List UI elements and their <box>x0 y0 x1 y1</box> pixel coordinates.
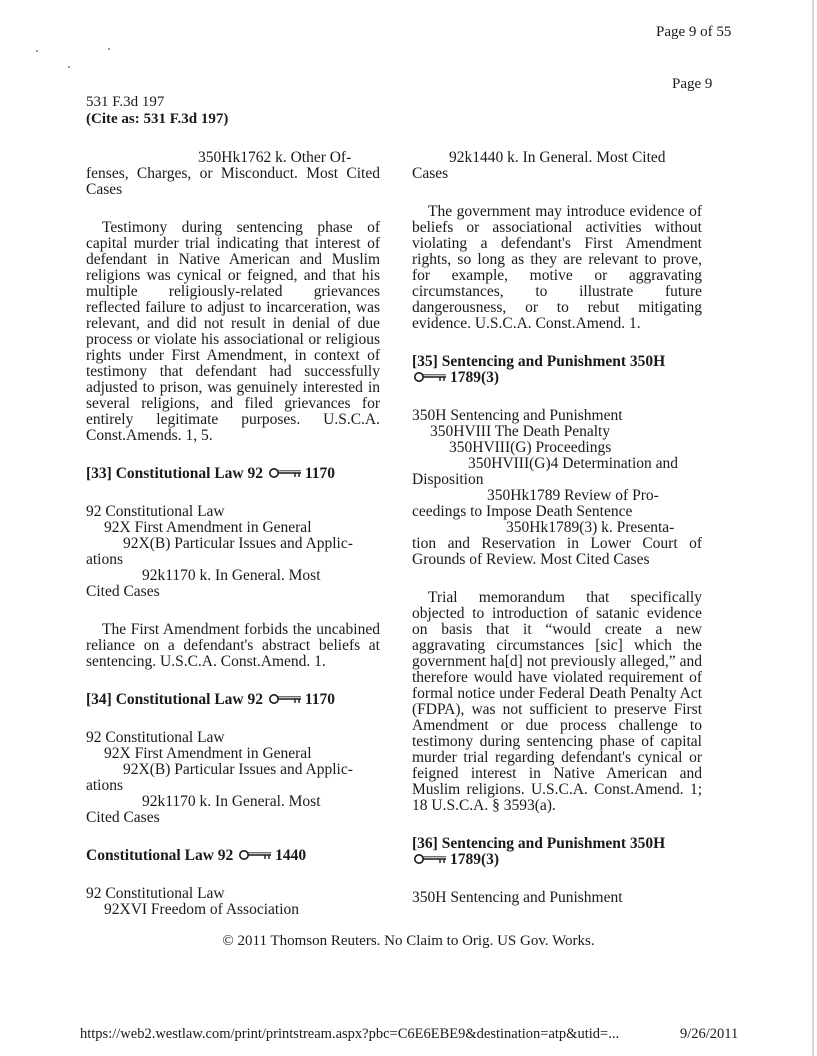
right-top-line2: Cases <box>412 165 449 182</box>
scan-speck <box>108 48 110 50</box>
citation-volume: 531 F.3d 197 <box>86 94 165 110</box>
headnote-34-issue-cont: ations <box>86 777 124 794</box>
headnote-35-heading <box>412 354 702 386</box>
right-paragraph-2: Trial memorandum that specifically objected to introduction of satanic evidence on basis that it “would create a new aggravating circumstances [sic] which the government ha[d] not previously alleged,” and therefore would have violated requirement of formal notice under Federal Death Penalty Act (FDPA), was not sufficient to preserve First Amendment or due process challenge to testimony during sentencing phase of capital murder trial regarding defendant's cynical or feigned interest in Native American and Muslim religions. U.S.C.A. Const.Amend. 1; 18 U.S.C.A. § 3593(a). <box>412 589 702 814</box>
headnote-34-keynum-cont: Cited Cases <box>86 809 160 826</box>
key-number-icon <box>268 467 304 479</box>
headnote-34b-title: Constitutional Law 92 <box>86 847 234 864</box>
headnote-34-keynum: 92k1170 k. In General. Most <box>142 793 321 810</box>
print-url[interactable]: https://web2.westlaw.com/print/printstream.aspx?pbc=C6E6EBE9&destination=atp&utid=... <box>80 1026 620 1042</box>
headnote-34b-heading <box>86 848 380 864</box>
headnote-33-heading <box>86 466 380 482</box>
headnote-35-topic: 350H Sentencing and Punishment <box>412 407 623 424</box>
key-number-icon <box>238 849 274 861</box>
headnote-36-topic: 350H Sentencing and Punishment <box>412 889 623 906</box>
scan-speck <box>36 50 38 52</box>
headnote-35-subsection: 350HVIII(G)4 Determination and <box>468 455 679 472</box>
citation <box>86 94 228 128</box>
citation-cite-as: (Cite as: 531 F.3d 197) <box>86 111 229 127</box>
headnote-34-subtopic: 92X First Amendment in General <box>104 745 312 762</box>
headnote-34-issue: 92X(B) Particular Issues and Applic- <box>123 761 353 778</box>
headnote-34-topic: 92 Constitutional Law <box>86 729 225 746</box>
headnote-36-title: [36] Sentencing and Punishment 350H <box>412 835 666 852</box>
headnote-34-title: [34] Constitutional Law 92 <box>86 691 263 708</box>
headnote-34-heading <box>86 692 380 708</box>
left-paragraph-2: The First Amendment forbids the uncabined reliance on a defendant's abstract beliefs at sentencing. U.S.C.A. Const.Amend. 1. <box>86 621 380 670</box>
headnote-33-topic: 92 Constitutional Law <box>86 503 225 520</box>
headnote-33-title: [33] Constitutional Law 92 <box>86 465 263 482</box>
headnote-35-title: [35] Sentencing and Punishment 350H <box>412 353 666 370</box>
headnote-33-keynum-cont: Cited Cases <box>86 583 160 600</box>
key-number-icon <box>413 853 449 865</box>
key-number-icon <box>268 693 304 705</box>
page-label: Page 9 <box>672 76 713 92</box>
headnote-35-key: 1789(3) <box>450 369 500 386</box>
headnote-33-issue: 92X(B) Particular Issues and Applic- <box>123 535 353 552</box>
headnote-35-section: 350HVIII(G) Proceedings <box>449 439 612 456</box>
right-column <box>412 150 702 906</box>
headnote-34-key: 1170 <box>304 691 336 708</box>
headnote-34b-subtopic: 92XVI Freedom of Association <box>104 901 300 918</box>
print-date: 9/26/2011 <box>680 1026 739 1042</box>
left-top-line2: fenses, Charges, or Misconduct. Most Cited Cases <box>86 165 380 198</box>
key-number-icon <box>413 371 449 383</box>
headnote-35-keynum-cont: tion and Reservation in Lower Court of Grounds of Review. Most Cited Cases <box>412 535 702 568</box>
headnote-33-keynum: 92k1170 k. In General. Most <box>142 567 321 584</box>
left-top-line1: 350Hk1762 k. Other Of- <box>198 149 352 166</box>
left-column <box>86 150 380 918</box>
left-paragraph-1: Testimony during sentencing phase of capital murder trial indicating that interest of defendant in Native American and Muslim religions was cynical or feigned, and that his multiple religiously-related grievances reflected failure to adjust to incarceration, was relevant, and did not result in denial of due process or violate his associational or religious rights under First Amendment, in context of testimony that defendant had successfully adjusted to prison, was genuinely interested in several religions, and filed grievances for entirely legitimate purposes. U.S.C.A. Const.Amends. 1, 5. <box>86 219 380 444</box>
headnote-33-subtopic: 92X First Amendment in General <box>104 519 312 536</box>
headnote-36-key: 1789(3) <box>450 851 500 868</box>
headnote-33-issue-cont: ations <box>86 551 124 568</box>
page-edge <box>812 0 814 1056</box>
headnote-34b-key: 1440 <box>275 847 307 864</box>
scan-speck <box>68 66 70 68</box>
headnote-36-heading <box>412 836 702 868</box>
headnote-34b-topic: 92 Constitutional Law <box>86 885 225 902</box>
headnote-35-keygroup-cont: ceedings to Impose Death Sentence <box>412 503 633 520</box>
page-of-label: Page 9 of 55 <box>656 24 732 40</box>
headnote-35-subtopic: 350HVIII The Death Penalty <box>430 423 611 440</box>
right-top-line1: 92k1440 k. In General. Most Cited <box>449 149 666 166</box>
headnote-33-key: 1170 <box>304 465 336 482</box>
headnote-35-subsection-cont: Disposition <box>412 471 484 488</box>
right-paragraph-1: The government may introduce evidence of beliefs or associational activities without violating a defendant's First Amendment rights, so long as they are relevant to prove, for example, motive or aggravating circumstances, to illustrate future dangerousness, or to rebut mitigating evidence. U.S.C.A. Const.Amend. 1. <box>412 203 702 332</box>
headnote-35-keygroup: 350Hk1789 Review of Pro- <box>487 487 659 504</box>
copyright-notice: © 2011 Thomson Reuters. No Claim to Orig. US Gov. Works. <box>222 933 595 949</box>
headnote-35-keynum: 350Hk1789(3) k. Presenta- <box>506 519 675 536</box>
